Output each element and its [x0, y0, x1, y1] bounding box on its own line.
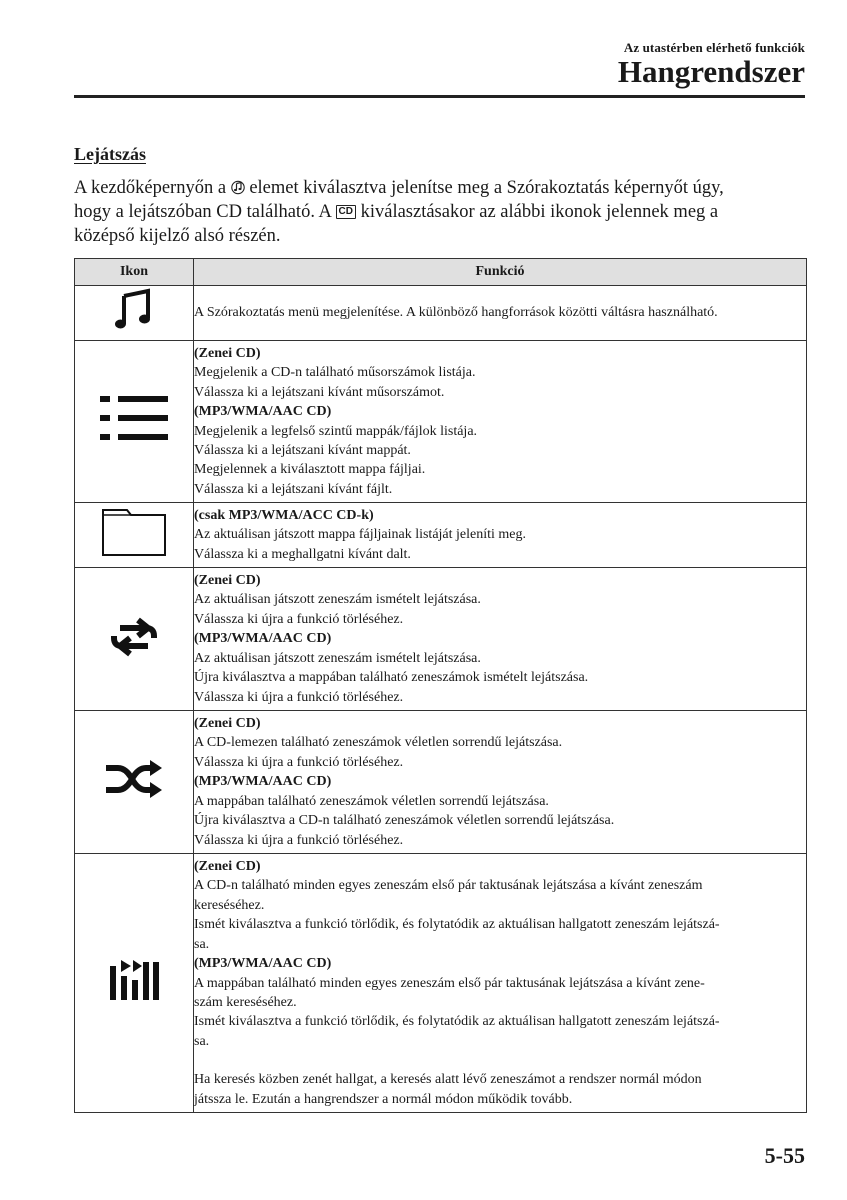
function-text: Ha keresés közben zenét hallgat, a keresés alatt lévő zeneszámot a rendszer normál módon [194, 1072, 702, 1088]
media-type-heading: (csak MP3/WMA/ACC CD-k) [194, 507, 374, 523]
intro-text: A kezdőképernyőn a [74, 178, 231, 198]
table-row [75, 341, 807, 503]
media-type-heading: (Zenei CD) [194, 859, 261, 875]
function-text: Válassza ki újra a funkció törléséhez. [194, 832, 404, 848]
icon-cell [75, 854, 194, 1113]
section-title: Lejátszás [74, 144, 146, 164]
icon-cell [75, 568, 194, 711]
function-text: Válassza ki a lejátszani kívánt műsorszámot. [194, 384, 445, 400]
function-text [194, 1051, 806, 1070]
folder-icon [101, 507, 167, 557]
icon-cell [75, 711, 194, 854]
media-type-heading: (Zenei CD) [194, 573, 261, 589]
function-text: Újra kiválasztva a CD-n található zeneszámok véletlen sorrendű lejátszása. [194, 813, 615, 829]
function-text: Ismét kiválasztva a funkció törlődik, és folytatódik az aktuálisan hallgatott zeneszám lejátszá- [194, 1014, 720, 1030]
function-text: Válassza ki a lejátszani kívánt fájlt. [194, 481, 393, 497]
function-text: Válassza ki újra a funkció törléséhez. [194, 611, 404, 627]
function-cell [194, 854, 807, 1113]
intro-line-3: középső kijelző alsó részén. [74, 226, 281, 246]
function-text: Az aktuálisan játszott mappa fájljainak listáját jeleníti meg. [194, 527, 527, 543]
function-text: Válassza ki a meghallgatni kívánt dalt. [194, 546, 411, 562]
function-text: szám kereséséhez. [194, 994, 297, 1010]
header-icon: Ikon [75, 259, 194, 286]
music-note-icon [112, 288, 156, 332]
media-type-heading: (MP3/WMA/AAC CD) [194, 956, 332, 972]
icon-cell [75, 341, 194, 503]
table-row [75, 503, 807, 568]
media-type-heading: (Zenei CD) [194, 716, 261, 732]
function-cell [194, 341, 807, 503]
function-text: A Szórakoztatás menü megjelenítése. A különböző hangforrások közötti váltásra használható. [194, 305, 718, 321]
media-type-heading: (MP3/WMA/AAC CD) [194, 774, 332, 790]
music-note-inline-icon [231, 179, 245, 195]
function-text: Újra kiválasztva a mappában található zeneszámok ismételt lejátszása. [194, 670, 589, 686]
intro-line-2 [74, 200, 814, 224]
icon-cell [75, 286, 194, 341]
function-text: Válassza ki újra a funkció törléséhez. [194, 689, 404, 705]
function-table [74, 258, 807, 1113]
header-function: Funkció [194, 259, 807, 286]
table-row [75, 286, 807, 341]
function-text: Az aktuálisan játszott zeneszám ismételt lejátszása. [194, 592, 481, 608]
cd-badge-icon: CD [336, 205, 356, 219]
media-type-heading: (MP3/WMA/AAC CD) [194, 631, 332, 647]
function-text: A CD-n található minden egyes zeneszám első pár taktusának lejátszása a kívánt zeneszám [194, 878, 703, 894]
repeat-icon [106, 614, 162, 658]
intro-text: elemet kiválasztva jelenítse meg a Szórakoztatás képernyőt úgy, [244, 178, 724, 198]
function-text: Megjelenik a CD-n található műsorszámok listája. [194, 365, 476, 381]
table-row [75, 568, 807, 711]
icon-cell [75, 503, 194, 568]
intro-line-1 [74, 176, 814, 200]
function-text: A CD-lemezen található zeneszámok véletlen sorrendű lejátszása. [194, 735, 563, 751]
function-text: sa. [194, 1033, 210, 1049]
function-text: A mappában található zeneszámok véletlen sorrendű lejátszása. [194, 793, 549, 809]
function-text: játssza le. Ezután a hangrendszer a normál módon működik tovább. [194, 1091, 573, 1107]
function-text: Válassza ki a lejátszani kívánt mappát. [194, 442, 411, 458]
function-text: Az aktuálisan játszott zeneszám ismételt lejátszása. [194, 650, 481, 666]
media-type-heading: (Zenei CD) [194, 345, 261, 361]
intro-text: kiválasztásakor az alábbi ikonok jelennek meg a [355, 202, 719, 222]
function-cell [194, 711, 807, 854]
page-number: 5-55 [764, 1143, 805, 1168]
shuffle-icon [104, 759, 164, 799]
function-cell [194, 568, 807, 711]
scan-icon [109, 958, 159, 1002]
table-header-row [75, 259, 807, 286]
table-row [75, 711, 807, 854]
function-text: Megjelenik a legfelső szintű mappák/fájlok listája. [194, 423, 478, 439]
function-text: Ismét kiválasztva a funkció törlődik, és folytatódik az aktuálisan hallgatott zeneszám lejátszá- [194, 917, 720, 933]
list-icon [99, 394, 169, 442]
page-title: Hangrendszer [617, 54, 805, 89]
header-rule [74, 95, 805, 98]
media-type-heading: (MP3/WMA/AAC CD) [194, 404, 332, 420]
intro-paragraph [74, 176, 814, 248]
function-text: Megjelennek a kiválasztott mappa fájljai. [194, 462, 426, 478]
table-row [75, 854, 807, 1113]
function-cell [194, 503, 807, 568]
intro-text: hogy a lejátszóban CD található. A [74, 202, 336, 222]
function-text: A mappában található minden egyes zeneszám első pár taktusának lejátszása a kívánt zene- [194, 975, 705, 991]
function-text: Válassza ki újra a funkció törléséhez. [194, 754, 404, 770]
function-text: kereséséhez. [194, 897, 265, 913]
function-cell [194, 286, 807, 341]
chapter-subtitle: Az utastérben elérhető funkciók [623, 40, 805, 55]
function-text: sa. [194, 936, 210, 952]
